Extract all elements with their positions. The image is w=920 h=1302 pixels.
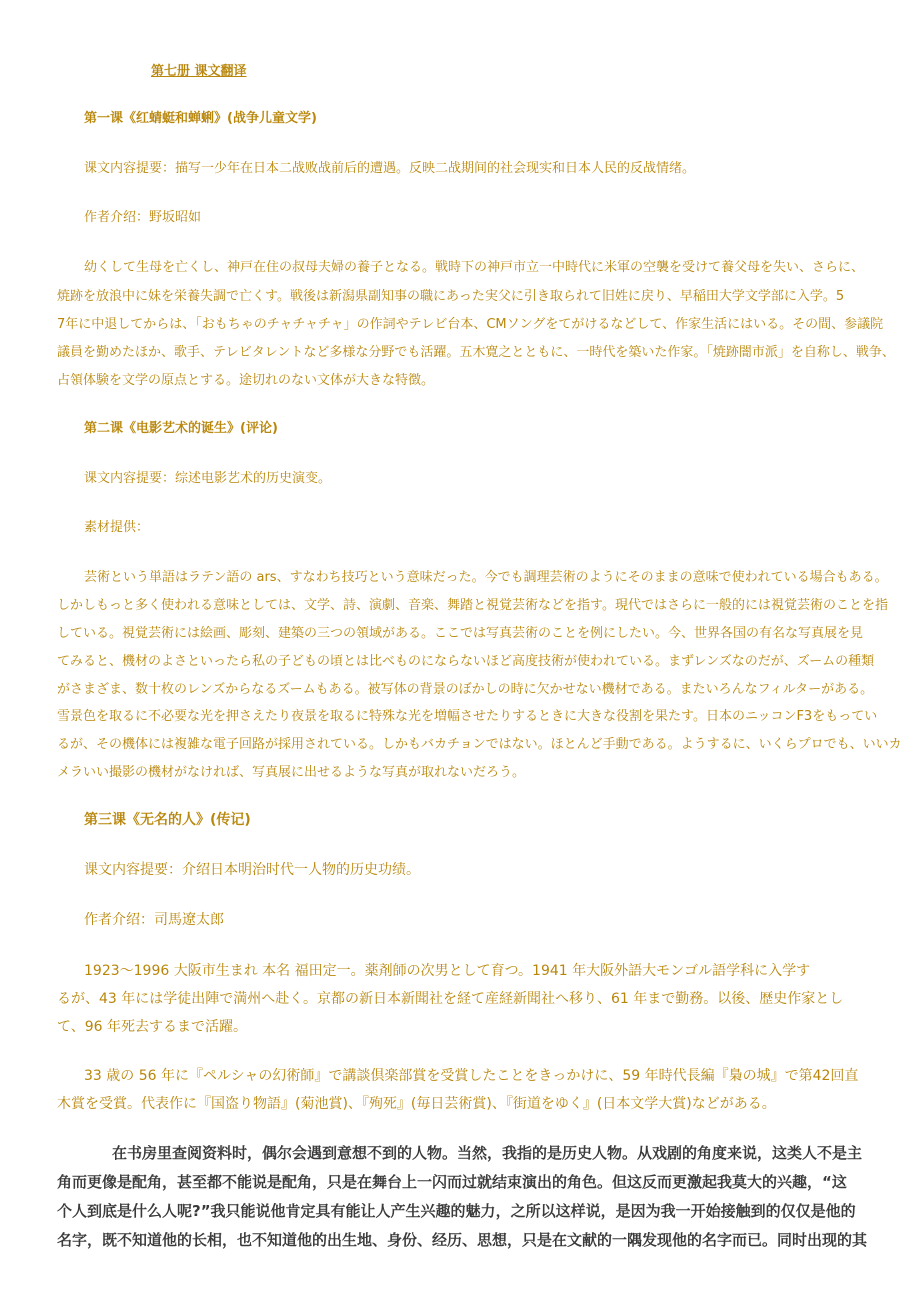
lesson2-text-line: てみると、機材のよさといったら私の子どもの頃とは比べものにならないほど高度技術が使われている。まずレンズなのだが、ズームの種類 (57, 654, 875, 669)
lesson2-text-line: 雪景色を取るに不必要な光を押さえたり夜景を取るに特殊な光を増幅させたりするときに大きな役割を果たす。日本のニッコンF3をもってい (57, 709, 878, 724)
lesson1-summary: 课文内容提要：描写一少年在日本二战败战前后的遭遇。反映二战期间的社会现实和日本人民的反战情绪。 (84, 161, 696, 176)
lesson2-text-line: 芸術という単語はラテン語の ars、すなわち技巧という意味だった。今でも調理芸術のようにそのままの意味で使われている場合もある。 (84, 570, 888, 585)
lesson3-heading: 第三课《无名的人》(传记) (84, 812, 251, 828)
lesson2-text-line: メラいい撮影の機材がなければ、写真展に出せるような写真が取れないだろう。 (57, 765, 526, 780)
lesson3-bio-line: 33 歳の 56 年に『ペルシャの幻術師』で講談倶楽部賞を受賞したことをきっかけに、59 年時代長編『梟の城』で第42回直 (84, 1068, 859, 1084)
lesson3-bio-line: 1923～1996 大阪市生まれ 本名 福田定一。薬剤師の次男として育つ。1941 年大阪外語大モンゴル語学科に入学す (84, 963, 811, 979)
lesson2-text-line: しかしもっと多く使われる意味としては、文学、詩、演劇、音楽、舞踏と視覚芸術などを指す。現代ではさらに一般的には視覚芸術のことを指 (57, 598, 888, 613)
page-title: 第七册 课文翻译 (151, 64, 247, 79)
lesson2-heading: 第二课《电影艺术的诞生》(评论) (84, 421, 278, 436)
lesson3-translation-line: 在书房里查阅资料时，偶尔会遇到意想不到的人物。当然，我指的是历史人物。从戏剧的角度来说，这类人不是主 (112, 1144, 863, 1162)
lesson3-translation-line: 角而更像是配角，甚至都不能说是配角，只是在舞台上一闪而过就结束演出的角色。但这反而更激起我莫大的兴趣，“这 (57, 1173, 847, 1191)
lesson3-bio-line: るが、43 年には学徒出陣で満州へ赴く。京都の新日本新聞社を経て産経新聞社へ移り、61 年まで勤務。以後、歴史作家とし (57, 991, 844, 1007)
lesson2-text-line: がさまざま、数十枚のレンズからなるズームもある。被写体の背景のぼかしの時に欠かせない機材である。またいろんなフィルターがある。 (57, 682, 874, 697)
lesson1-bio-line: 幼くして生母を亡くし、神戸在住の叔母夫婦の養子となる。戦時下の神戸市立一中時代に米軍の空襲を受けて養父母を失い、さらに、 (84, 260, 865, 275)
lesson3-translation-line: 个人到底是什么人呢?”我只能说他肯定具有能让人产生兴趣的魅力，之所以这样说，是因为我一开始接触到的仅仅是他的 (57, 1202, 856, 1220)
lesson2-summary: 课文内容提要：综述电影艺术的历史演变。 (84, 471, 332, 486)
lesson2-text-line: るが、その機体には複雑な電子回路が採用されている。しかもバカチョンではない。ほとんど手動である。ようするに、いくらプロでも、いいカ (57, 737, 902, 752)
lesson2-material: 素材提供： (84, 520, 150, 535)
lesson1-bio-line: 議員を勤めたほか、歌手、テレビタレントなど多様な分野でも活躍。五木寛之とともに、一時代を築いた作家。「焼跡闇市派」を自称し、戦争、 (57, 345, 895, 360)
lesson2-text-line: している。視覚芸術には絵画、彫刻、建築の三つの領域がある。ここでは写真芸術のことを例にしたい。今、世界各国の有名な写真展を見 (57, 626, 864, 641)
lesson3-summary: 课文内容提要：介绍日本明治时代一人物的历史功绩。 (84, 862, 420, 878)
lesson1-heading: 第一课《红蜻蜓和蝉蜊》(战争儿童文学) (84, 111, 317, 126)
lesson1-bio-line: 焼跡を放浪中に妹を栄養失調で亡くす。戦後は新潟県副知事の職にあった実父に引き取られて旧姓に戻り、早稲田大学文学部に入学。5 (57, 289, 845, 304)
lesson1-bio-line: 7年に中退してからは、「おもちゃのチャチャチャ」の作詞やテレビ台本、CMソングをてがけるなどして、作家生活にはいる。その間、参議院 (57, 317, 884, 332)
lesson3-bio-line: 木賞を受賞。代表作に『国盗り物語』(菊池賞)、『殉死』(毎日芸術賞)、『街道をゆく』(日本文学大賞)などがある。 (57, 1096, 776, 1112)
lesson3-translation-line: 名字，既不知道他的长相，也不知道他的出生地、身份、经历、思想，只是在文献的一隅发现他的名字而已。同时出现的其 (57, 1231, 868, 1249)
lesson3-author: 作者介绍：司馬遼太郎 (84, 912, 224, 928)
lesson1-author: 作者介绍：野坂昭如 (84, 210, 202, 225)
lesson3-bio-line: て、96 年死去するまで活躍。 (57, 1019, 247, 1035)
lesson1-bio-line: 占領体験を文学の原点とする。途切れのない文体が大きな特徴。 (57, 373, 435, 388)
